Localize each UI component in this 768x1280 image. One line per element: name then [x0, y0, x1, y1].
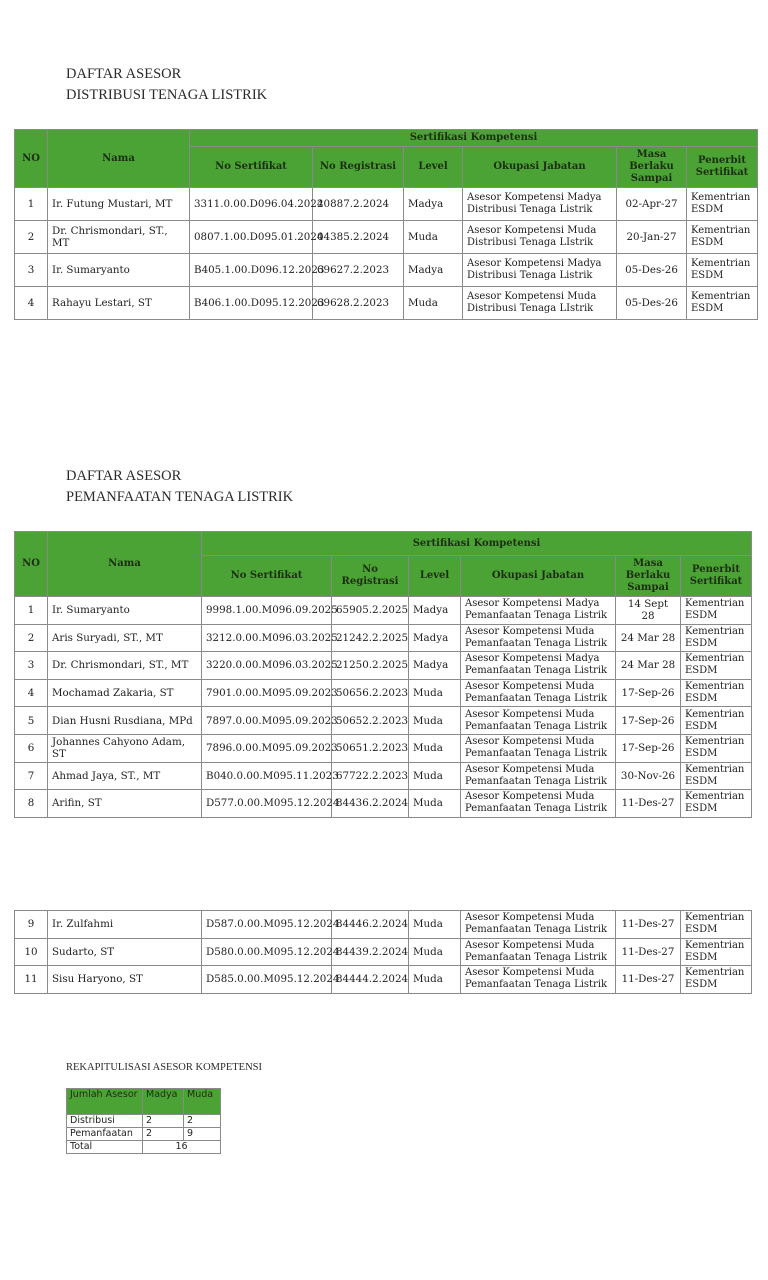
cell-no-registrasi: 84439.2.2024 — [332, 938, 409, 966]
cell-penerbit — [687, 188, 758, 221]
okupasi-line-1: Asesor Kompetensi Muda — [467, 291, 597, 302]
cell-no: 10 — [15, 938, 48, 966]
rekap-header-muda: Muda — [184, 1089, 221, 1115]
cell-level: Muda — [409, 911, 461, 939]
cell-okupasi — [461, 624, 616, 652]
penerbit-line-1: Kementrian — [685, 763, 745, 775]
cell-no-sertifikat: D585.0.00.M095.12.2024 — [202, 966, 332, 994]
penerbit-line-1: Kementrian — [691, 192, 751, 203]
cell-nama: Sisu Haryono, ST — [48, 966, 202, 994]
cell-masa-berlaku: 24 Mar 28 — [616, 624, 681, 652]
cell-no: 7 — [15, 762, 48, 790]
cell-penerbit — [681, 679, 752, 707]
cell-nama: Mochamad Zakaria, ST — [48, 679, 202, 707]
okupasi-line-2: Pemanfaatan Tenaga Listrik — [465, 610, 608, 622]
rekap-row-pemanfaatan — [67, 1128, 221, 1141]
okupasi-line-2: Pemanfaatan Tenaga Listrik — [465, 665, 608, 677]
okupasi-line-1: Asesor Kompetensi Madya — [467, 192, 602, 203]
distribusi-table-body — [15, 188, 758, 320]
okupasi-line-1: Asesor Kompetensi Muda — [465, 912, 595, 924]
pemanfaatan-table-continued — [14, 910, 752, 994]
cell-level: Muda — [409, 734, 461, 762]
header-penerbit: Penerbit Sertifikat — [687, 147, 758, 188]
table-row — [15, 287, 758, 320]
cell-okupasi — [461, 652, 616, 680]
cell-penerbit — [687, 287, 758, 320]
cell-no-sertifikat: 7901.0.00.M095.09.2023 — [202, 679, 332, 707]
penerbit-line-2: ESDM — [685, 803, 718, 815]
cell-level: Madya — [409, 597, 461, 625]
cell-level: Madya — [409, 652, 461, 680]
cell-no: 4 — [15, 287, 48, 320]
okupasi-line-1: Asesor Kompetensi Muda — [465, 967, 595, 979]
cell-okupasi — [463, 221, 617, 254]
cell-masa-berlaku: 17-Sep-26 — [616, 679, 681, 707]
cell-penerbit — [687, 254, 758, 287]
table-row — [15, 624, 752, 652]
cell-level: Muda — [409, 762, 461, 790]
cell-no-registrasi: 69628.2.2023 — [313, 287, 404, 320]
penerbit-line-1: Kementrian — [685, 598, 745, 610]
header-sertifikasi-kompetensi: Sertifikasi Kompetensi — [190, 130, 758, 147]
header-no-sertifikat: No Sertifikat — [202, 556, 332, 597]
okupasi-line-1: Asesor Kompetensi Muda — [465, 763, 595, 775]
cell-masa-berlaku: 14 Sept 28 — [616, 597, 681, 625]
penerbit-line-2: ESDM — [691, 270, 724, 281]
cell-no-registrasi: 20887.2.2024 — [313, 188, 404, 221]
cell-penerbit — [681, 911, 752, 939]
cell-no-sertifikat: 3212.0.00.M096.03.2025 — [202, 624, 332, 652]
cell-masa-berlaku: 05-Des-26 — [617, 254, 687, 287]
header-level: Level — [404, 147, 463, 188]
cell-nama: Ir. Sumaryanto — [48, 254, 190, 287]
rekap-row-total — [67, 1141, 221, 1154]
rekap-total-label: Total — [67, 1141, 143, 1154]
cell-level: Madya — [404, 188, 463, 221]
penerbit-line-1: Kementrian — [685, 681, 745, 693]
cell-no-registrasi: 04385.2.2024 — [313, 221, 404, 254]
table-row — [15, 966, 752, 994]
cell-masa-berlaku: 02-Apr-27 — [617, 188, 687, 221]
cell-okupasi — [461, 679, 616, 707]
cell-no-registrasi: 50651.2.2023 — [332, 734, 409, 762]
cell-level: Muda — [409, 679, 461, 707]
okupasi-line-1: Asesor Kompetensi Madya — [465, 653, 600, 665]
okupasi-line-2: Distribusi Tenaga Listrik — [467, 270, 593, 281]
cell-no-registrasi: 50652.2.2023 — [332, 707, 409, 735]
cell-level: Muda — [409, 707, 461, 735]
okupasi-line-1: Asesor Kompetensi Muda — [467, 225, 597, 236]
cell-nama: Ir. Futung Mustari, MT — [48, 188, 190, 221]
cell-no: 3 — [15, 254, 48, 287]
cell-level: Madya — [404, 254, 463, 287]
okupasi-line-2: Pemanfaatan Tenaga Listrik — [465, 979, 608, 991]
cell-level: Muda — [409, 790, 461, 818]
table-row — [15, 652, 752, 680]
rekap-madya: 2 — [143, 1128, 184, 1141]
okupasi-line-2: Distribusi Tenaga LIstrik — [467, 237, 594, 248]
penerbit-line-1: Kementrian — [685, 625, 745, 637]
cell-penerbit — [681, 734, 752, 762]
okupasi-line-2: Pemanfaatan Tenaga Listrik — [465, 803, 608, 815]
penerbit-line-1: Kementrian — [691, 291, 751, 302]
cell-nama: Ir. Zulfahmi — [48, 911, 202, 939]
header-no-sertifikat: No Sertifikat — [190, 147, 313, 188]
table-row — [15, 790, 752, 818]
table-row — [15, 221, 758, 254]
okupasi-line-1: Asesor Kompetensi Muda — [465, 791, 595, 803]
header-masa-berlaku: Masa Berlaku Sampai — [617, 147, 687, 188]
okupasi-line-2: Pemanfaatan Tenaga Listrik — [465, 720, 608, 732]
cell-no: 11 — [15, 966, 48, 994]
header-nama: Nama — [48, 130, 190, 188]
rekap-header-jumlah: Jumlah Asesor — [67, 1089, 143, 1115]
cell-no: 9 — [15, 911, 48, 939]
rekap-total-value: 16 — [143, 1141, 221, 1154]
cell-no-sertifikat: 3220.0.00.M096.03.2025 — [202, 652, 332, 680]
cell-no: 5 — [15, 707, 48, 735]
cell-no-registrasi: 67722.2.2023 — [332, 762, 409, 790]
okupasi-line-2: Pemanfaatan Tenaga Listrik — [465, 924, 608, 936]
cell-no-registrasi: 69627.2.2023 — [313, 254, 404, 287]
penerbit-line-2: ESDM — [685, 665, 718, 677]
okupasi-line-1: Asesor Kompetensi Muda — [465, 939, 595, 951]
cell-no-registrasi: 84446.2.2024 — [332, 911, 409, 939]
table-row — [15, 597, 752, 625]
pemanfaatan-title-line2: PEMANFAATAN TENAGA LISTRIK — [66, 489, 294, 505]
cell-level: Muda — [409, 966, 461, 994]
penerbit-line-1: Kementrian — [685, 791, 745, 803]
cell-penerbit — [681, 790, 752, 818]
cell-okupasi — [461, 707, 616, 735]
header-level: Level — [409, 556, 461, 597]
cell-no-sertifikat: D580.0.00.M095.12.2024 — [202, 938, 332, 966]
cell-masa-berlaku: 11-Des-27 — [616, 966, 681, 994]
cell-masa-berlaku: 30-Nov-26 — [616, 762, 681, 790]
cell-no-sertifikat: 3311.0.00.D096.04.2024 — [190, 188, 313, 221]
cell-nama: Dr. Chrismondari, ST., MT — [48, 652, 202, 680]
cell-nama: Ir. Sumaryanto — [48, 597, 202, 625]
header-no: NO — [15, 532, 48, 597]
cell-nama: Aris Suryadi, ST., MT — [48, 624, 202, 652]
rekap-header-madya: Madya — [143, 1089, 184, 1115]
header-no-registrasi: No Registrasi — [332, 556, 409, 597]
penerbit-line-2: ESDM — [685, 748, 718, 760]
header-okupasi: Okupasi Jabatan — [463, 147, 617, 188]
cell-nama: Arifin, ST — [48, 790, 202, 818]
cell-no: 1 — [15, 597, 48, 625]
cell-masa-berlaku: 11-Des-27 — [616, 938, 681, 966]
cell-level: Muda — [404, 287, 463, 320]
cell-no-sertifikat: D587.0.00.M095.12.2024 — [202, 911, 332, 939]
cell-level: Madya — [409, 624, 461, 652]
okupasi-line-2: Distribusi Tenaga LIstrik — [467, 303, 594, 314]
pemanfaatan-table — [14, 531, 752, 818]
penerbit-line-1: Kementrian — [691, 225, 751, 236]
okupasi-line-1: Asesor Kompetensi Muda — [465, 681, 595, 693]
table-row — [15, 911, 752, 939]
penerbit-line-2: ESDM — [685, 951, 718, 963]
cell-no: 2 — [15, 221, 48, 254]
penerbit-line-1: Kementrian — [685, 967, 745, 979]
pemanfaatan-title — [66, 466, 293, 508]
header-no-registrasi: No Registrasi — [313, 147, 404, 188]
okupasi-line-1: Asesor Kompetensi Muda — [465, 708, 595, 720]
okupasi-line-1: Asesor Kompetensi Madya — [467, 258, 602, 269]
cell-no-sertifikat: B040.0.00.M095.11.2023 — [202, 762, 332, 790]
cell-penerbit — [687, 221, 758, 254]
penerbit-line-2: ESDM — [685, 979, 718, 991]
cell-penerbit — [681, 597, 752, 625]
penerbit-line-2: ESDM — [685, 610, 718, 622]
cell-penerbit — [681, 624, 752, 652]
penerbit-line-2: ESDM — [685, 924, 718, 936]
cell-masa-berlaku: 05-Des-26 — [617, 287, 687, 320]
cell-okupasi — [461, 911, 616, 939]
cell-nama: Rahayu Lestari, ST — [48, 287, 190, 320]
cell-no: 2 — [15, 624, 48, 652]
rekap-title: REKAPITULISASI ASESOR KOMPETENSI — [66, 1062, 263, 1073]
pemanfaatan-table-body — [15, 597, 752, 818]
header-no: NO — [15, 130, 48, 188]
cell-no-sertifikat: B405.1.00.D096.12.2023 — [190, 254, 313, 287]
cell-masa-berlaku: 11-Des-27 — [616, 790, 681, 818]
pemanfaatan-title-line1: DAFTAR ASESOR — [66, 468, 182, 484]
cell-okupasi — [463, 287, 617, 320]
rekap-table — [66, 1088, 221, 1154]
penerbit-line-2: ESDM — [685, 693, 718, 705]
header-masa-berlaku: Masa Berlaku Sampai — [616, 556, 681, 597]
table-row — [15, 734, 752, 762]
cell-no-sertifikat: 7896.0.00.M095.09.2023 — [202, 734, 332, 762]
pemanfaatan-table-continued-body — [15, 911, 752, 994]
distribusi-title — [66, 64, 267, 106]
table-row — [15, 254, 758, 287]
penerbit-line-1: Kementrian — [685, 912, 745, 924]
penerbit-line-1: Kementrian — [691, 258, 751, 269]
cell-masa-berlaku: 20-Jan-27 — [617, 221, 687, 254]
penerbit-line-2: ESDM — [685, 775, 718, 787]
cell-okupasi — [463, 188, 617, 221]
cell-no: 6 — [15, 734, 48, 762]
rekap-muda: 9 — [184, 1128, 221, 1141]
cell-okupasi — [461, 966, 616, 994]
cell-okupasi — [461, 938, 616, 966]
header-okupasi: Okupasi Jabatan — [461, 556, 616, 597]
penerbit-line-1: Kementrian — [685, 653, 745, 665]
penerbit-line-2: ESDM — [691, 237, 724, 248]
cell-no-registrasi: 50656.2.2023 — [332, 679, 409, 707]
cell-masa-berlaku: 24 Mar 28 — [616, 652, 681, 680]
okupasi-line-1: Asesor Kompetensi Muda — [465, 736, 595, 748]
rekap-label: Distribusi — [67, 1115, 143, 1128]
okupasi-line-2: Pemanfaatan Tenaga Listrik — [465, 748, 608, 760]
cell-no: 8 — [15, 790, 48, 818]
table-row — [15, 707, 752, 735]
cell-no-registrasi: 21250.2.2025 — [332, 652, 409, 680]
cell-penerbit — [681, 762, 752, 790]
cell-nama: Dian Husni Rusdiana, MPd — [48, 707, 202, 735]
cell-masa-berlaku: 17-Sep-26 — [616, 707, 681, 735]
cell-penerbit — [681, 652, 752, 680]
cell-nama: Ahmad Jaya, ST., MT — [48, 762, 202, 790]
penerbit-line-2: ESDM — [685, 637, 718, 649]
cell-no-sertifikat: B406.1.00.D095.12.2023 — [190, 287, 313, 320]
okupasi-line-2: Pemanfaatan Tenaga Listrik — [465, 775, 608, 787]
penerbit-line-2: ESDM — [691, 303, 724, 314]
cell-no: 3 — [15, 652, 48, 680]
okupasi-line-2: Pemanfaatan Tenaga Listrik — [465, 951, 608, 963]
cell-level: Muda — [409, 938, 461, 966]
cell-penerbit — [681, 707, 752, 735]
distribusi-title-line1: DAFTAR ASESOR — [66, 66, 182, 82]
cell-okupasi — [461, 734, 616, 762]
cell-no-sertifikat: 9998.1.00.M096.09.2025 — [202, 597, 332, 625]
cell-penerbit — [681, 938, 752, 966]
cell-level: Muda — [404, 221, 463, 254]
distribusi-table — [14, 129, 758, 320]
table-row — [15, 938, 752, 966]
cell-nama: Dr. Chrismondari, ST., MT — [48, 221, 190, 254]
cell-no-registrasi: 65905.2.2025 — [332, 597, 409, 625]
rekap-row-distribusi — [67, 1115, 221, 1128]
cell-nama: Johannes Cahyono Adam, ST — [48, 734, 202, 762]
penerbit-line-2: ESDM — [691, 204, 724, 215]
cell-no: 4 — [15, 679, 48, 707]
cell-okupasi — [461, 790, 616, 818]
header-penerbit: Penerbit Sertifikat — [681, 556, 752, 597]
okupasi-line-1: Asesor Kompetensi Muda — [465, 625, 595, 637]
okupasi-line-1: Asesor Kompetensi Madya — [465, 598, 600, 610]
okupasi-line-2: Pemanfaatan Tenaga Listrik — [465, 693, 608, 705]
cell-nama: Sudarto, ST — [48, 938, 202, 966]
cell-penerbit — [681, 966, 752, 994]
cell-okupasi — [461, 597, 616, 625]
rekap-madya: 2 — [143, 1115, 184, 1128]
cell-no-sertifikat: D577.0.00.M095.12.2024 — [202, 790, 332, 818]
header-sertifikasi-kompetensi: Sertifikasi Kompetensi — [202, 532, 752, 556]
okupasi-line-2: Pemanfaatan Tenaga Listrik — [465, 637, 608, 649]
cell-masa-berlaku: 11-Des-27 — [616, 911, 681, 939]
header-nama: Nama — [48, 532, 202, 597]
cell-no-registrasi: 21242.2.2025 — [332, 624, 409, 652]
table-row — [15, 762, 752, 790]
table-row — [15, 679, 752, 707]
penerbit-line-1: Kementrian — [685, 708, 745, 720]
rekap-muda: 2 — [184, 1115, 221, 1128]
penerbit-line-1: Kementrian — [685, 736, 745, 748]
cell-no-registrasi: 84444.2.2024 — [332, 966, 409, 994]
distribusi-title-line2: DISTRIBUSI TENAGA LISTRIK — [66, 87, 268, 103]
penerbit-line-2: ESDM — [685, 720, 718, 732]
okupasi-line-2: Distribusi Tenaga Listrik — [467, 204, 593, 215]
penerbit-line-1: Kementrian — [685, 939, 745, 951]
cell-okupasi — [463, 254, 617, 287]
cell-okupasi — [461, 762, 616, 790]
cell-no: 1 — [15, 188, 48, 221]
cell-no-sertifikat: 7897.0.00.M095.09.2023 — [202, 707, 332, 735]
cell-no-registrasi: 84436.2.2024 — [332, 790, 409, 818]
rekap-label: Pemanfaatan — [67, 1128, 143, 1141]
cell-masa-berlaku: 17-Sep-26 — [616, 734, 681, 762]
table-row — [15, 188, 758, 221]
cell-no-sertifikat: 0807.1.00.D095.01.2024 — [190, 221, 313, 254]
